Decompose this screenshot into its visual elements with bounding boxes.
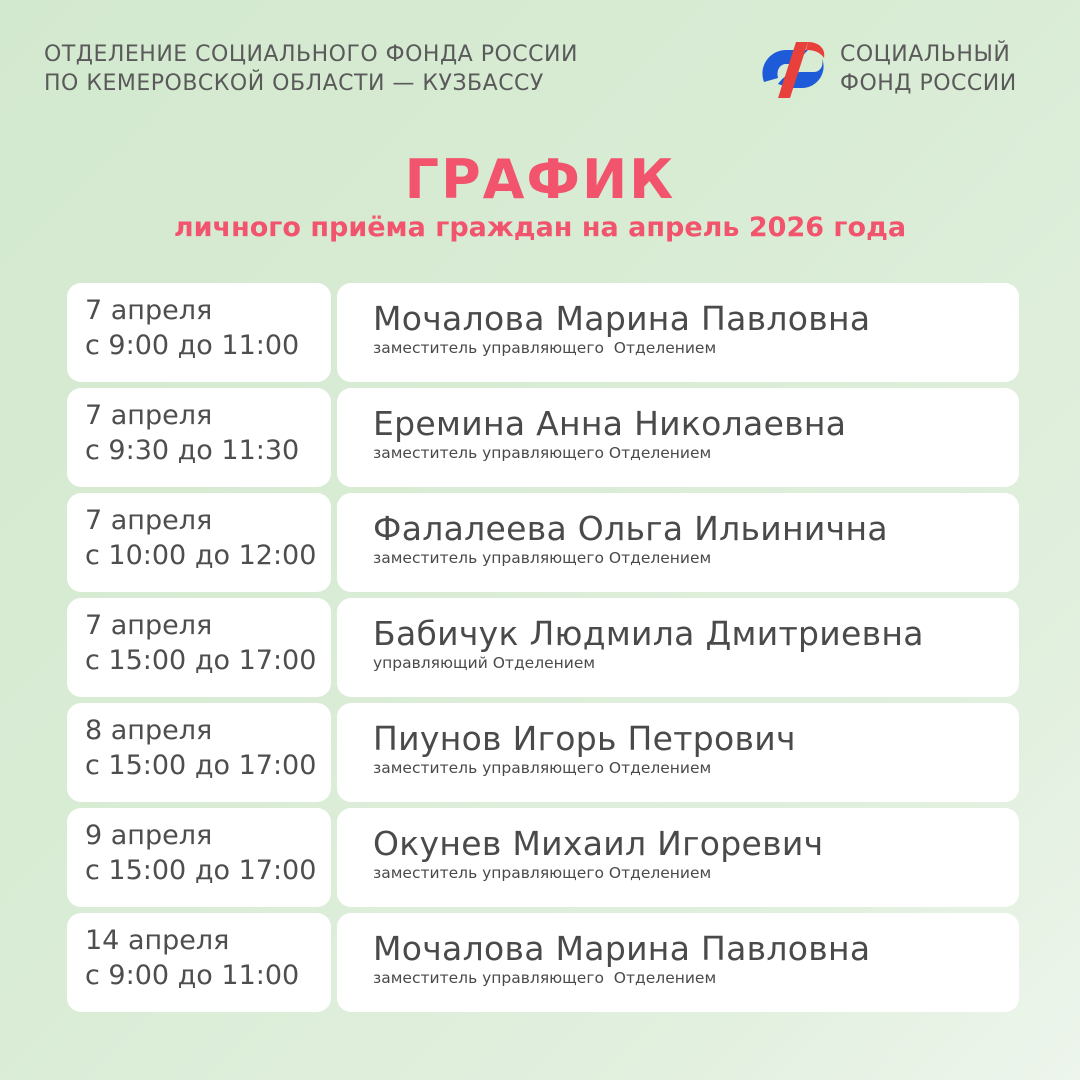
person-name: Окунев Михаил Игоревич [373,824,824,863]
schedule-date: 14 апреля [85,925,230,956]
person-role: заместитель управляющего Отделением [373,969,717,987]
schedule-row [67,703,1019,802]
person-role: заместитель управляющего Отделением [373,339,717,357]
person-card [337,703,1019,802]
person-name: Мочалова Марина Павловна [373,299,871,338]
person-name: Еремина Анна Николаевна [373,404,847,443]
date-card [67,598,331,697]
schedule-time: с 9:00 до 11:00 [85,960,300,991]
schedule-time: с 15:00 до 17:00 [85,645,317,676]
person-card [337,388,1019,487]
brand-name-line1: СОЦИАЛЬНЫЙ [840,42,1011,67]
date-card [67,493,331,592]
schedule-time: с 10:00 до 12:00 [85,540,317,571]
schedule-date: 7 апреля [85,400,213,431]
sfr-logo-icon [756,36,828,100]
schedule-row [67,598,1019,697]
person-name: Бабичук Людмила Дмитриевна [373,614,924,653]
schedule-time: с 9:30 до 11:30 [85,435,300,466]
person-role: заместитель управляющего Отделением [373,444,712,462]
schedule-date: 7 апреля [85,295,213,326]
schedule-row [67,913,1019,1012]
schedule-date: 7 апреля [85,610,213,641]
person-card [337,283,1019,382]
schedule-time: с 15:00 до 17:00 [85,855,317,886]
date-card [67,808,331,907]
org-name [44,40,578,98]
person-card [337,598,1019,697]
schedule-date: 9 апреля [85,820,213,851]
person-name: Мочалова Марина Павловна [373,929,871,968]
schedule-list [67,283,1019,1018]
org-name-line1: ОТДЕЛЕНИЕ СОЦИАЛЬНОГО ФОНДА РОССИИ [44,42,578,67]
person-role: заместитель управляющего Отделением [373,549,712,567]
schedule-date: 7 апреля [85,505,213,536]
person-name: Пиунов Игорь Петрович [373,719,796,758]
date-card [67,283,331,382]
schedule-time: с 9:00 до 11:00 [85,330,300,361]
brand-name-line2: ФОНД РОССИИ [840,71,1017,96]
person-card [337,493,1019,592]
person-role: управляющий Отделением [373,654,596,672]
schedule-row [67,388,1019,487]
schedule-row [67,493,1019,592]
person-role: заместитель управляющего Отделением [373,759,712,777]
brand-name [840,40,1017,98]
date-card [67,388,331,487]
schedule-row [67,283,1019,382]
schedule-time: с 15:00 до 17:00 [85,750,317,781]
person-card [337,808,1019,907]
person-role: заместитель управляющего Отделением [373,864,712,882]
schedule-date: 8 апреля [85,715,213,746]
org-name-line2: ПО КЕМЕРОВСКОЙ ОБЛАСТИ — КУЗБАССУ [44,71,544,96]
person-card [337,913,1019,1012]
schedule-row [67,808,1019,907]
date-card [67,703,331,802]
person-name: Фалалеева Ольга Ильинична [373,509,888,548]
page-title: ГРАФИК [404,148,676,211]
date-card [67,913,331,1012]
page-subtitle: личного приёма граждан на апрель 2026 года [173,212,907,243]
